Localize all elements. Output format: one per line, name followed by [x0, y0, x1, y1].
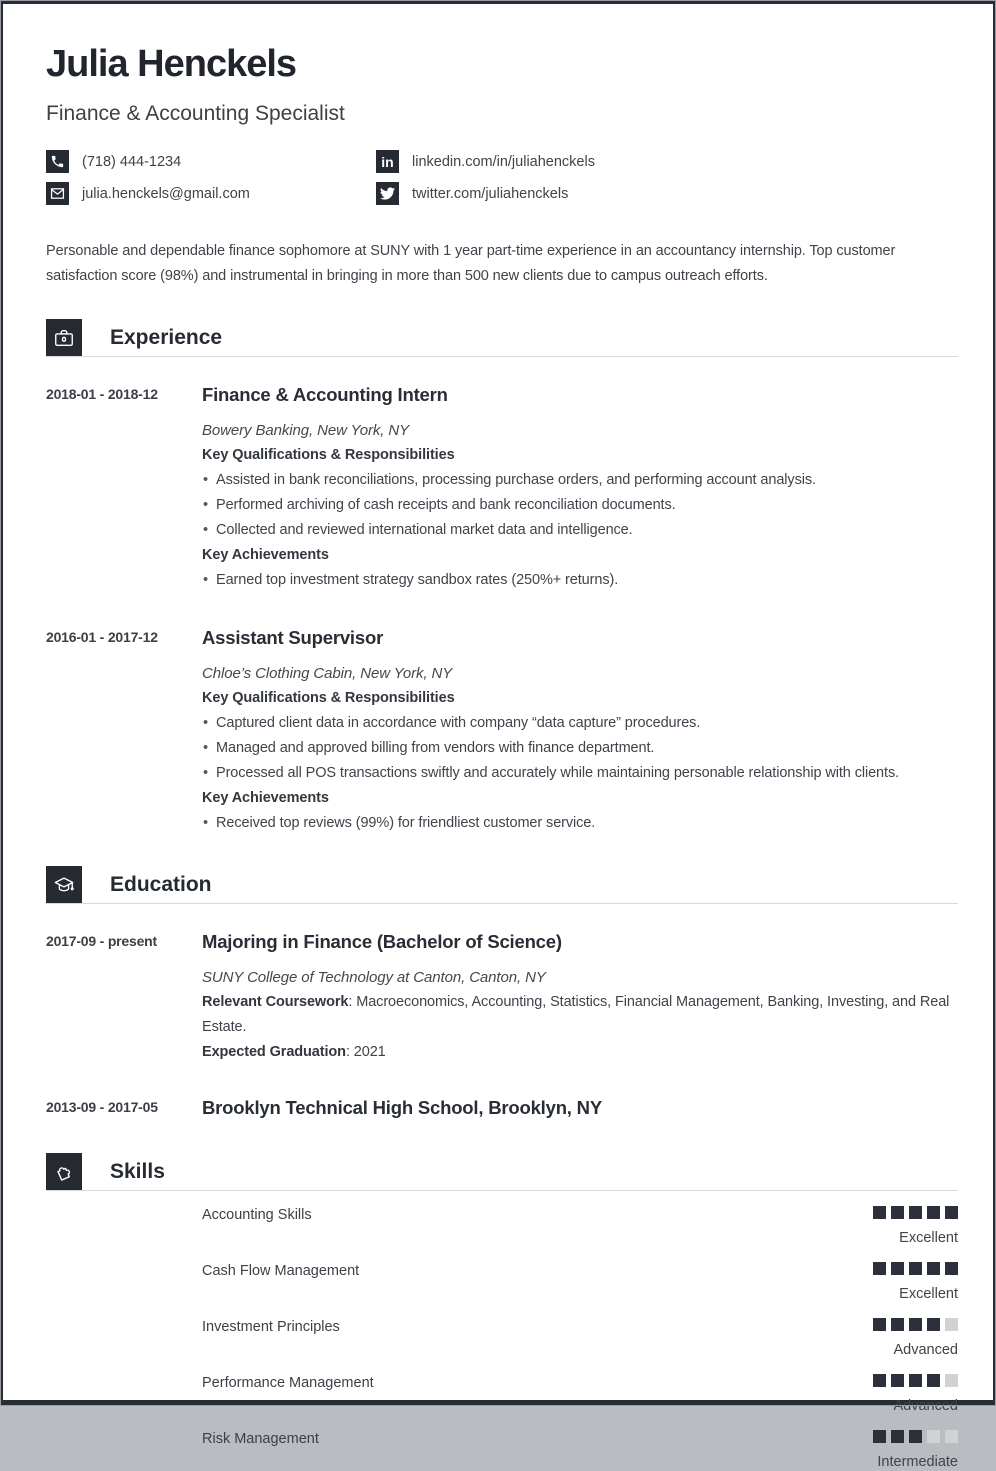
skill-row [202, 1430, 958, 1471]
contact-twitter [376, 182, 958, 205]
entry-dates: 2013-09 - 2017-05 [46, 1099, 158, 1115]
education-section-title: Education [110, 872, 212, 896]
rating-square [945, 1262, 958, 1275]
bullet-item: • Managed and approved billing from vendors with finance department. [202, 736, 958, 761]
graduation-label: Expected Graduation [202, 1044, 346, 1060]
entry-dates: 2016-01 - 2017-12 [46, 629, 158, 645]
entry-title: Assistant Supervisor [202, 627, 384, 648]
rating-square [873, 1374, 886, 1387]
phone-icon [46, 150, 69, 173]
rating-square [873, 1262, 886, 1275]
rating-square [873, 1318, 886, 1331]
rating-square [945, 1430, 958, 1443]
rating-square [909, 1262, 922, 1275]
skill-name: Investment Principles [202, 1319, 340, 1335]
qualifications-list [202, 468, 958, 543]
skill-level: Advanced [893, 1342, 958, 1358]
email-icon [46, 182, 69, 205]
bullet-item: • Processed all POS transactions swiftly and accurately while maintaining personable relationship with clients. [202, 761, 958, 786]
experience-section-title: Experience [110, 325, 223, 349]
entry-company: Bowery Banking, New York, NY [202, 422, 410, 439]
skill-rating [873, 1262, 958, 1303]
rating-square [909, 1430, 922, 1443]
rating-square [945, 1206, 958, 1219]
contact-email-text[interactable]: julia.henckels@gmail.com [82, 185, 250, 202]
resume-page [1, 1, 995, 1470]
bullet-item: • Received top reviews (99%) for friendliest customer service. [202, 811, 958, 836]
contact-email [46, 182, 376, 205]
entry-school: SUNY College of Technology at Canton, Canton, NY [202, 969, 546, 986]
rating-square [945, 1374, 958, 1387]
contact-phone [46, 150, 376, 173]
skill-rating [873, 1206, 958, 1247]
rating-square [909, 1374, 922, 1387]
rating-square [891, 1262, 904, 1275]
professional-summary: Personable and dependable finance sophomore at SUNY with 1 year part-time experience in an accountancy internship. Top customer satisfaction score (98%) and instrumental in bringing in more than 500 new clients due to campus outreach efforts. [46, 243, 896, 284]
skill-rating [873, 1374, 958, 1415]
rating-square [891, 1318, 904, 1331]
linkedin-icon: in [376, 150, 399, 173]
rating-square [873, 1430, 886, 1443]
skill-level: Excellent [899, 1230, 958, 1246]
education-entry [46, 1096, 958, 1119]
graduation-line [202, 1040, 958, 1065]
skill-row [202, 1318, 958, 1359]
rating-square [927, 1318, 940, 1331]
rating-square [927, 1206, 940, 1219]
puzzle-piece-icon [46, 1153, 82, 1190]
rating-squares [873, 1430, 958, 1443]
education-entry [46, 930, 958, 1065]
skill-level: Intermediate [877, 1454, 958, 1470]
experience-entry [46, 626, 958, 836]
achievements-heading: Key Achievements [202, 790, 329, 806]
entry-title: Finance & Accounting Intern [202, 384, 448, 405]
entry-title: Majoring in Finance (Bachelor of Science) [202, 931, 562, 952]
twitter-icon [376, 182, 399, 205]
coursework-label: Relevant Coursework [202, 994, 349, 1010]
bullet-item: • Collected and reviewed international market data and intelligence. [202, 518, 958, 543]
graduation-text: : 2021 [345, 1044, 386, 1060]
qualifications-heading: Key Qualifications & Responsibilities [202, 447, 455, 463]
rating-square [891, 1374, 904, 1387]
experience-entry [46, 383, 958, 593]
contact-twitter-text[interactable]: twitter.com/juliahenckels [412, 185, 569, 202]
person-job-title: Finance & Accounting Specialist [46, 102, 345, 125]
entry-company: Chloe’s Clothing Cabin, New York, NY [202, 665, 453, 682]
rating-square [873, 1206, 886, 1219]
entry-title: Brooklyn Technical High School, Brooklyn, NY [202, 1097, 602, 1118]
skill-level: Excellent [899, 1286, 958, 1302]
rating-square [891, 1206, 904, 1219]
achievements-heading: Key Achievements [202, 547, 329, 563]
rating-square [891, 1430, 904, 1443]
rating-square [927, 1374, 940, 1387]
rating-square [927, 1262, 940, 1275]
rating-square [909, 1318, 922, 1331]
entry-dates: 2017-09 - present [46, 933, 157, 949]
rating-squares [873, 1318, 958, 1331]
rating-squares [873, 1374, 958, 1387]
skill-name: Cash Flow Management [202, 1263, 360, 1279]
skills-section-header [46, 1153, 958, 1191]
skill-row [202, 1262, 958, 1303]
rating-squares [873, 1206, 958, 1219]
skill-row [202, 1206, 958, 1247]
person-name: Julia Henckels [46, 43, 297, 85]
skills-list [46, 1206, 958, 1471]
contact-phone-text: (718) 444-1234 [82, 153, 182, 170]
skills-section-title: Skills [110, 1159, 165, 1183]
skill-row [202, 1374, 958, 1415]
qualifications-heading: Key Qualifications & Responsibilities [202, 690, 455, 706]
skill-level: Advanced [893, 1398, 958, 1414]
coursework-line [202, 990, 958, 1040]
experience-section-header [46, 319, 958, 357]
skill-rating [873, 1318, 958, 1359]
education-section-header [46, 866, 958, 904]
bullet-item: • Assisted in bank reconciliations, processing purchase orders, and performing account analysis. [202, 468, 958, 493]
bullet-item: • Captured client data in accordance with company “data capture” procedures. [202, 711, 958, 736]
graduation-cap-icon [46, 866, 82, 903]
skill-name: Performance Management [202, 1375, 374, 1391]
skill-name: Accounting Skills [202, 1207, 312, 1223]
skill-rating [873, 1430, 958, 1471]
briefcase-icon [46, 319, 82, 356]
coursework-text: : Macroeconomics, Accounting, Statistics, Financial Management, Banking, Investing, and Real Estate. [202, 994, 950, 1035]
skill-name: Risk Management [202, 1431, 319, 1447]
rating-squares [873, 1262, 958, 1275]
entry-dates: 2018-01 - 2018-12 [46, 386, 158, 402]
rating-square [927, 1430, 940, 1443]
qualifications-list [202, 711, 958, 786]
bullet-item: • Earned top investment strategy sandbox rates (250%+ returns). [202, 568, 958, 593]
rating-square [909, 1206, 922, 1219]
contact-list [46, 150, 958, 205]
achievements-list [202, 568, 958, 593]
achievements-list [202, 811, 958, 836]
bullet-item: • Performed archiving of cash receipts and bank reconciliation documents. [202, 493, 958, 518]
contact-linkedin [376, 150, 958, 173]
rating-square [945, 1318, 958, 1331]
contact-linkedin-text[interactable]: linkedin.com/in/juliahenckels [412, 153, 595, 170]
